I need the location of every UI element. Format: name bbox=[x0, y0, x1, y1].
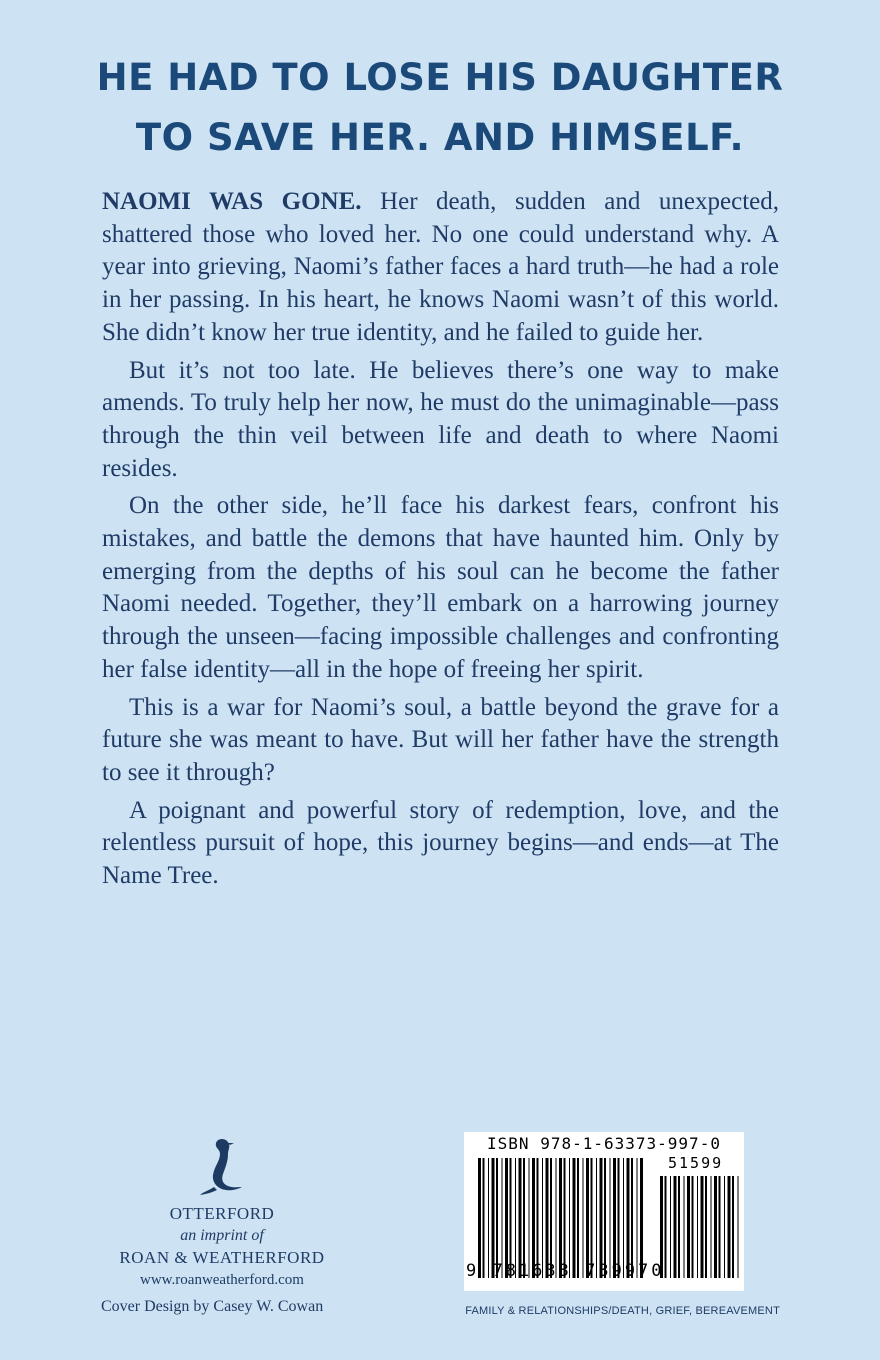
publisher-parent: ROAN & WEATHERFORD bbox=[119, 1248, 325, 1267]
isbn-barcode bbox=[464, 1132, 744, 1291]
cover-design-credit: Cover Design by Casey W. Cowan bbox=[101, 1298, 324, 1315]
isbn-label: ISBN 978-1-63373-997-0 bbox=[487, 1134, 721, 1153]
blurb-paragraph-3: On the other side, he’ll face his darkest fears, confront his mistakes, and battle the demons that have haunted him. Only by emerging from the depths of his soul can he become the father Naomi needed. Together, they’ll embark on a harrowing journey through the unseen—facing impossible challenges and confronting her false identity—all in the hope of freeing her spirit. bbox=[102, 492, 779, 683]
blurb-paragraph-5: A poignant and powerful story of redemption, love, and the relentless pursuit of hope, this journey begins—and ends—at The Name Tree. bbox=[102, 796, 779, 890]
blurb-paragraph-1 bbox=[102, 186, 779, 350]
blurb bbox=[102, 186, 779, 898]
headline-line-1: HE HAD TO LOSE HIS DAUGHTER bbox=[96, 56, 784, 99]
blurb-paragraph-1-text: Her death, sudden and unexpected, shattered those who loved her. No one could understand why. A year into grieving, Naomi’s father faces a hard truth—he had a role in her passing. In his heart, he knows Naomi wasn’t of this world. She didn’t know her true identity, and he failed to guide her. bbox=[102, 188, 779, 346]
price-code: 51599 bbox=[668, 1154, 724, 1172]
publisher-name: OTTERFORD bbox=[169, 1204, 275, 1223]
blurb-paragraph-4: This is a war for Naomi’s soul, a battle beyond the grave for a future she was meant to have. But will her father have the strength to see it through? bbox=[102, 693, 779, 786]
barcode-digits: 9 781633 739970 bbox=[466, 1261, 665, 1281]
publisher-imprint-line: an imprint of bbox=[180, 1227, 264, 1244]
headline-line-2: TO SAVE HER. AND HIMSELF. bbox=[135, 116, 745, 159]
blurb-paragraph-2: But it’s not too late. He believes there’s one way to make amends. To truly help her now, he must do the unimaginable—pass through the thin veil between life and death to where Naomi resides. bbox=[102, 356, 779, 482]
publisher-block bbox=[100, 1135, 344, 1291]
publisher-website[interactable]: www.roanweatherford.com bbox=[140, 1272, 304, 1288]
bisac-category: FAMILY & RELATIONSHIPS/DEATH, GRIEF, BEREAVEMENT bbox=[465, 1305, 780, 1317]
otter-logo-icon bbox=[192, 1135, 252, 1197]
headline bbox=[0, 48, 880, 168]
blurb-lead: NAOMI WAS GONE. bbox=[102, 188, 362, 215]
